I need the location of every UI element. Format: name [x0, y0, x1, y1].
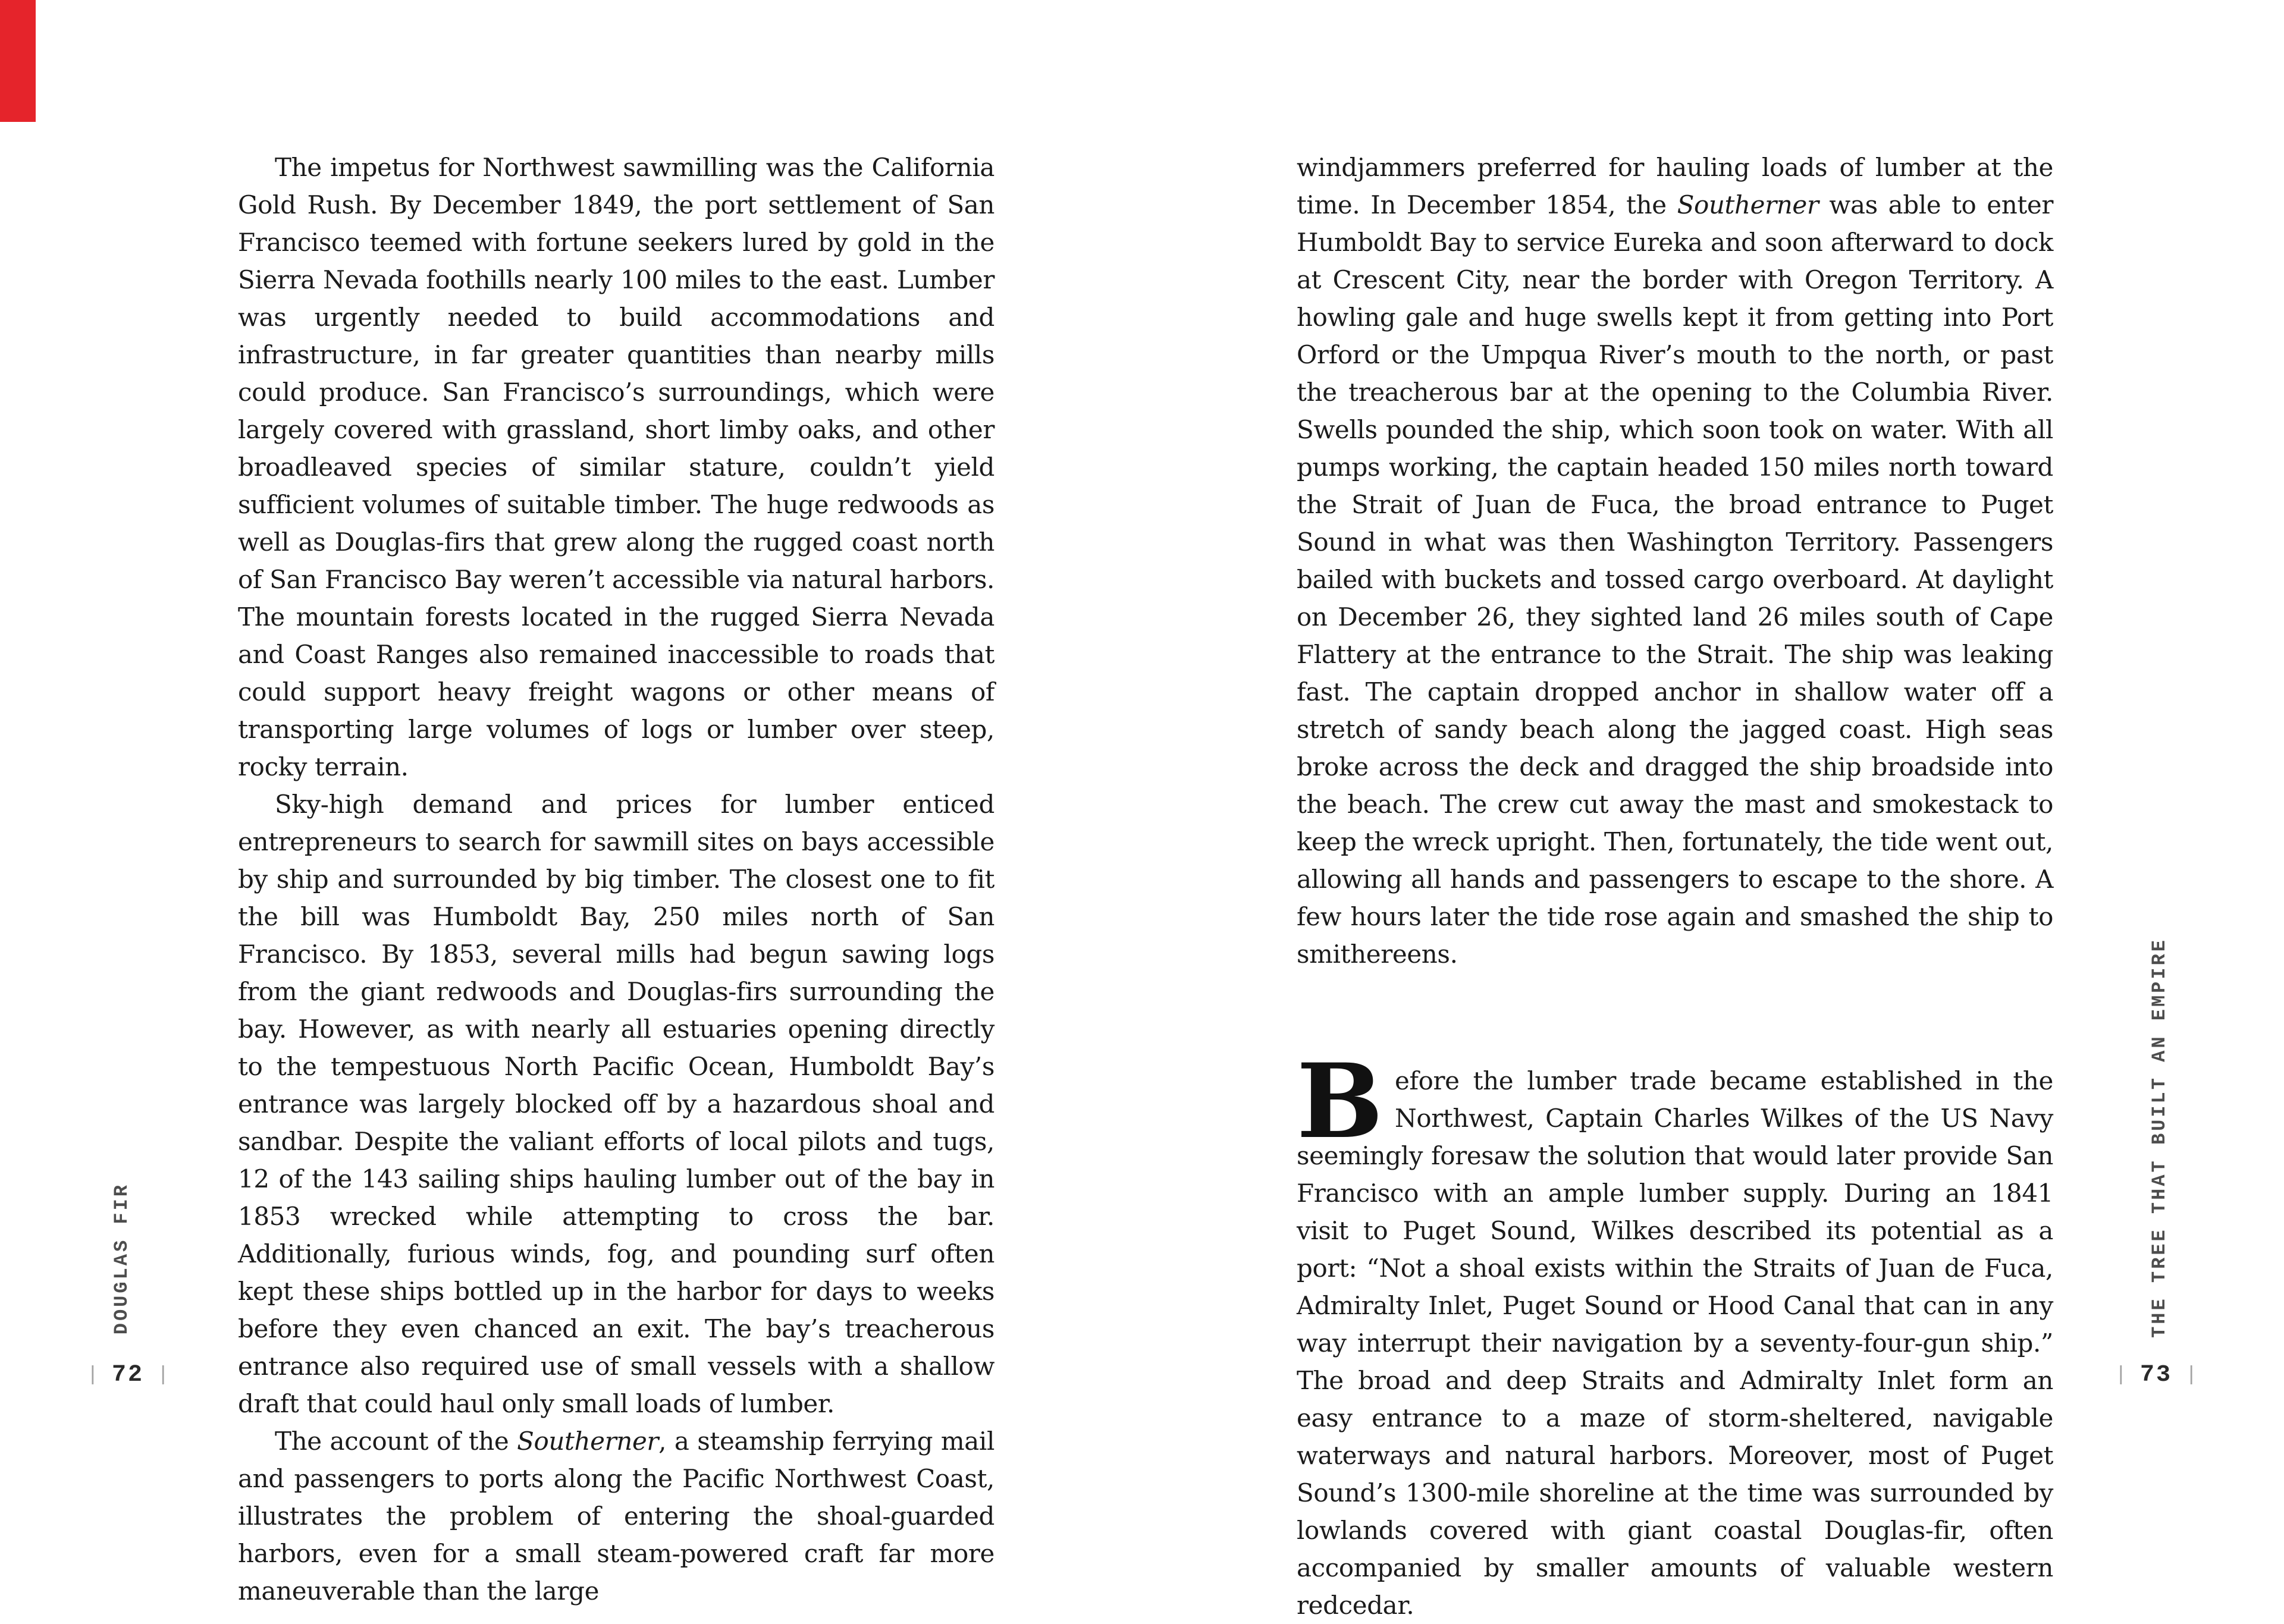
- paragraph: The impetus for Northwest sawmilling was the California Gold Rush. By December 1849, the port settlement of San Francisco teemed with fortune seekers lured by gold in the Sierra Nevada foothills nearly 100 miles to the east. Lumber was urgently needed to build accommodations and infrastructure, in far greater quantities than nearby mills could produce. San Francisco’s surroundings, which were largely covered with grassland, short limby oaks, and other broadleaved species of similar stature, couldn’t yield sufficient volumes of suitable timber. The huge redwoods as well as Douglas-firs that grew along the rugged coast north of San Francisco Bay weren’t accessible via natural harbors. The mountain forests located in the rugged Sierra Nevada and Coast Ranges also remained inaccessible to roads that could support heavy freight wagons or other means of transporting large volumes of logs or lumber over steep, rocky terrain.: [238, 153, 994, 781]
- right-page-text-column: [1297, 149, 2053, 1624]
- footer-divider: |: [157, 1364, 170, 1387]
- left-page-footer: [77, 1362, 178, 1389]
- right-margin-label: THE TREE THAT BUILT AN EMPIRE: [2148, 938, 2170, 1338]
- paragraph: windjammers preferred for hauling loads of lumber at the time. In December 1854, the Southerner was able to enter Humboldt Bay to service Eureka and soon afterward to dock at Crescent City, near the border with Oregon Territory. A howling gale and huge swells kept it from getting into Port Orford or the Umpqua River’s mouth to the north, or past the treacherous bar at the opening to the Columbia River. Swells pounded the ship, which soon took on water. With all pumps working, the captain headed 150 miles north toward the Strait of Juan de Fuca, the broad entrance to Puget Sound in what was then Washington Territory. Passengers bailed with buckets and tossed cargo overboard. At daylight on December 26, they sighted land 26 miles south of Cape Flattery at the entrance to the Strait. The ship was leaking fast. The captain dropped anchor in shallow water off a stretch of sandy beach along the jagged coast. High seas broke across the deck and dragged the ship broadside into the beach. The crew cut away the mast and smokestack to keep the wreck upright. Then, fortunately, the tide went out, allowing all hands and passengers to escape to the shore. A few hours later the tide rose again and smashed the ship to smithereens.: [1297, 153, 2053, 969]
- footer-divider: |: [86, 1364, 99, 1387]
- left-margin-label: DOUGLAS FIR: [111, 1182, 133, 1334]
- paragraph-with-drop-cap: [1297, 1041, 2053, 1624]
- right-page-footer: [2106, 1362, 2207, 1389]
- chapter-tab-red: [0, 0, 36, 122]
- paragraph: Sky-high demand and prices for lumber enticed entrepreneurs to search for sawmill sites on bays accessible by ship and surrounded by big timber. The closest one to fit the bill was Humboldt Bay, 250 miles north of San Francisco. By 1853, several mills had begun sawing logs from the giant redwoods and Douglas-firs surrounding the bay. However, as with nearly all estuaries opening directly to the tempestuous North Pacific Ocean, Humboldt Bay’s entrance was largely blocked off by a hazardous shoal and sandbar. Despite the valiant efforts of local pilots and tugs, 12 of the 143 sailing ships hauling lumber out of the bay in 1853 wrecked while attempting to cross the bar. Additionally, furious winds, fog, and pounding surf often kept these ships bottled up in the harbor for days to weeks before they even chanced an exit. The bay’s treacherous entrance also required use of small vessels with a shallow draft that could haul only small loads of lumber.: [238, 790, 994, 1418]
- footer-divider: |: [2185, 1364, 2198, 1387]
- section-text: efore the lumber trade became established in the Northwest, Captain Charles Wilkes of the US Navy seemingly foresaw the solution that would later provide San Francisco with an ample lumber supply. During an 1841 visit to Puget Sound, Wilkes described its potential as a port: “Not a shoal exists within the Straits of Juan de Fuca, Admiralty Inlet, Puget Sound or Hood Canal that can in any way interrupt their navigation by a seventy-four-gun ship.” The broad and deep Straits and Admiralty Inlet form an easy entrance to a maze of storm-sheltered, navigable waterways and natural harbors. Moreover, most of Puget Sound’s 1300-mile shoreline at the time was surrounded by lowlands covered with giant coastal Douglas-fir, often accompanied by smaller amounts of valuable western redcedar.: [1297, 1066, 2053, 1620]
- drop-cap: B: [1297, 1041, 1383, 1161]
- right-page-number: 73: [2139, 1362, 2172, 1389]
- footer-divider: |: [2114, 1364, 2127, 1387]
- left-page-number: 72: [111, 1362, 144, 1389]
- left-page-text-column: [238, 149, 994, 1610]
- paragraph: The account of the Southerner, a steamship ferrying mail and passengers to ports along the Pacific Northwest Coast, illustrates the problem of entering the shoal-guarded harbors, even for a small steam-powered craft far more maneuverable than the large: [238, 1427, 994, 1606]
